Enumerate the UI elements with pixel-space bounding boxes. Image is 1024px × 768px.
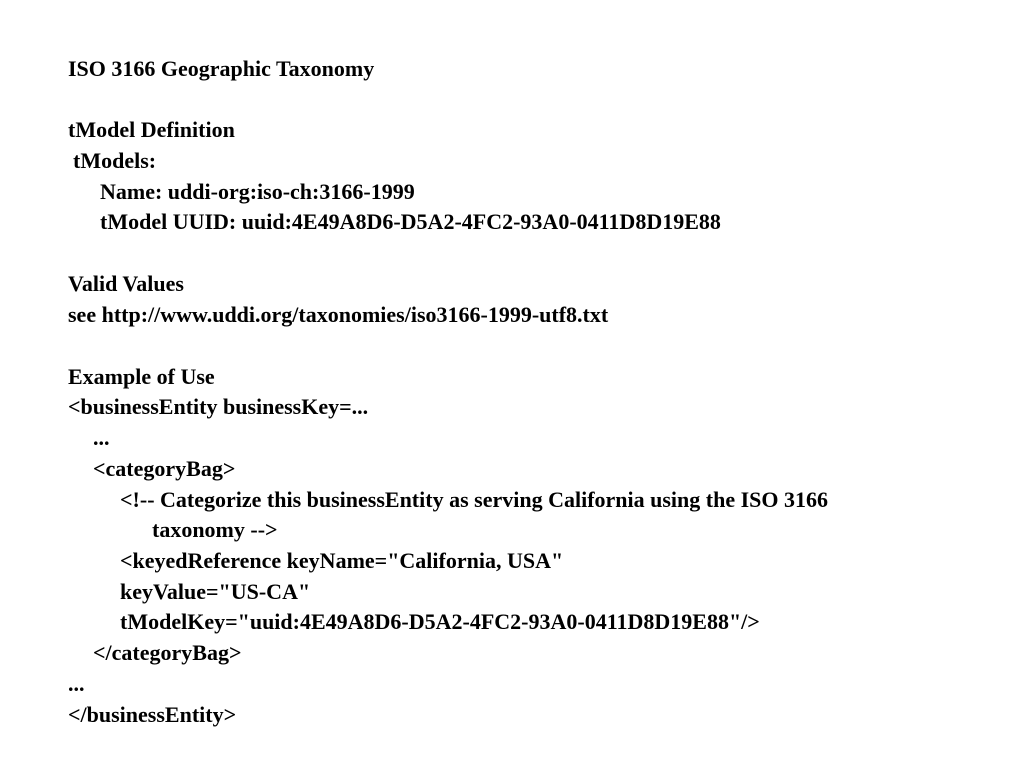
code-line-keyed-ref-tmodel: tModelKey="uuid:4E49A8D6-D5A2-4FC2-93A0-0411D8D19E88"/> [120, 609, 760, 634]
page-title: ISO 3166 Geographic Taxonomy [68, 56, 375, 81]
code-line-keyed-ref-name: <keyedReference keyName="California, USA" [120, 548, 564, 573]
code-line-comment-1: <!-- Categorize this businessEntity as serving California using the ISO 3166 [120, 487, 829, 512]
code-line-ellipsis-outer: ... [68, 671, 85, 696]
code-line-close-entity: </businessEntity> [68, 702, 237, 727]
code-line-close-category-bag: </categoryBag> [93, 640, 242, 665]
code-line-keyed-ref-value: keyValue="US-CA" [120, 579, 311, 604]
tmodel-name-line: Name: uddi-org:iso-ch:3166-1999 [100, 179, 415, 204]
code-line-open-entity: <businessEntity businessKey=... [68, 394, 369, 419]
code-line-ellipsis-inner: ... [93, 425, 110, 450]
valid-values-heading: Valid Values [68, 271, 184, 296]
tmodels-label: tModels: [73, 148, 157, 173]
example-heading: Example of Use [68, 364, 215, 389]
code-line-open-category-bag: <categoryBag> [93, 456, 236, 481]
valid-values-link: see http://www.uddi.org/taxonomies/iso3166-1999-utf8.txt [68, 302, 609, 327]
tmodel-definition-heading: tModel Definition [68, 117, 235, 142]
code-line-comment-2: taxonomy --> [152, 517, 278, 542]
tmodel-uuid-line: tModel UUID: uuid:4E49A8D6-D5A2-4FC2-93A0-0411D8D19E88 [100, 209, 721, 234]
